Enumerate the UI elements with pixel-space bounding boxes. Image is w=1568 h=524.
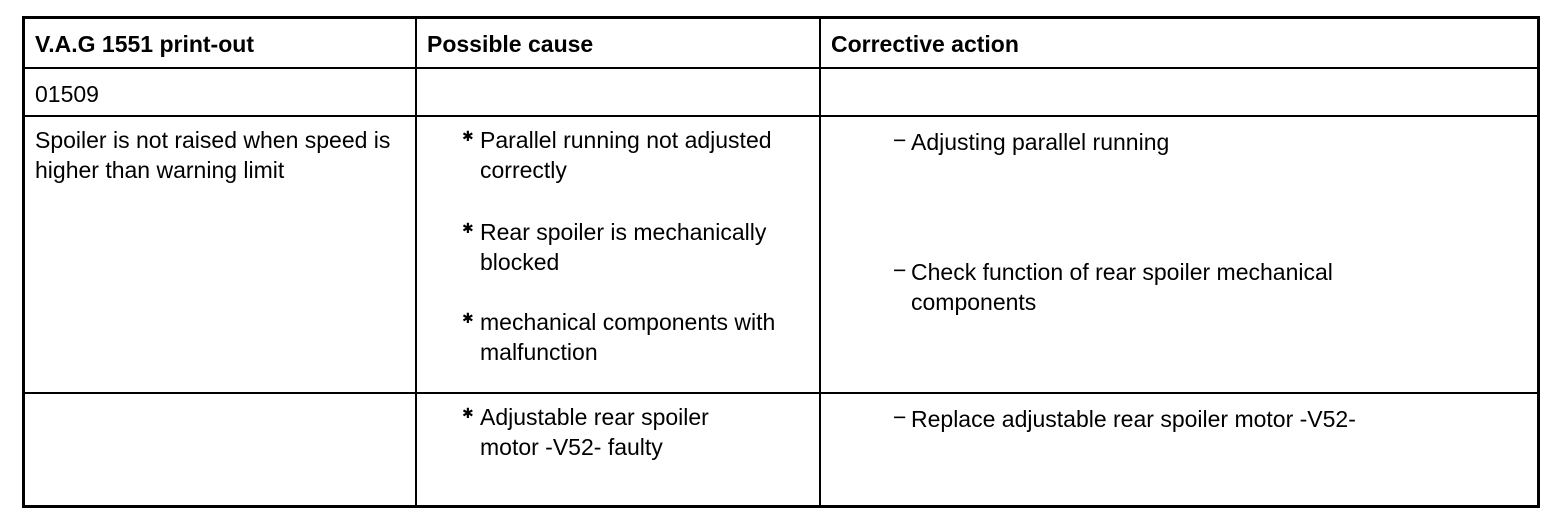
bullet-icon: ✱: [462, 405, 474, 421]
header-cell-cause: [417, 19, 821, 67]
header-possible-cause: Possible cause: [427, 31, 594, 57]
fault-code: 01509: [35, 81, 99, 107]
cause-item: ✱ Parallel running not adjusted correctly: [462, 127, 772, 183]
action-item: − Replace adjustable rear spoiler motor -V52-: [893, 404, 1356, 432]
diagnosis-table: [22, 16, 1540, 508]
cause-item: ✱ Rear spoiler is mechanically blocked: [462, 219, 767, 275]
header-corrective-action: Corrective action: [831, 31, 1019, 57]
action-item: − Adjusting parallel running: [893, 127, 1170, 155]
table-row: [25, 69, 1537, 117]
action-item: − Check function of rear spoiler mechanical components: [893, 257, 1333, 315]
bullet-icon: ✱: [462, 128, 474, 144]
fault-description: Spoiler is not raised when speed is higher than warning limit: [35, 127, 391, 183]
header-printout: V.A.G 1551 print-out: [35, 31, 254, 57]
bullet-icon: ✱: [462, 310, 474, 326]
header-cell-printout: [25, 19, 417, 67]
dash-icon: −: [893, 127, 907, 153]
table-row: [25, 394, 1537, 505]
dash-icon: −: [893, 257, 907, 283]
cause-item: ✱ Adjustable rear spoiler motor -V52- faulty: [462, 404, 709, 460]
cause-item: ✱ mechanical components with malfunction: [462, 309, 776, 365]
dash-icon: −: [893, 404, 907, 430]
table-header-row: [25, 19, 1537, 69]
header-cell-action: [821, 19, 1537, 67]
bullet-icon: ✱: [462, 220, 474, 236]
table-row: [25, 117, 1537, 394]
